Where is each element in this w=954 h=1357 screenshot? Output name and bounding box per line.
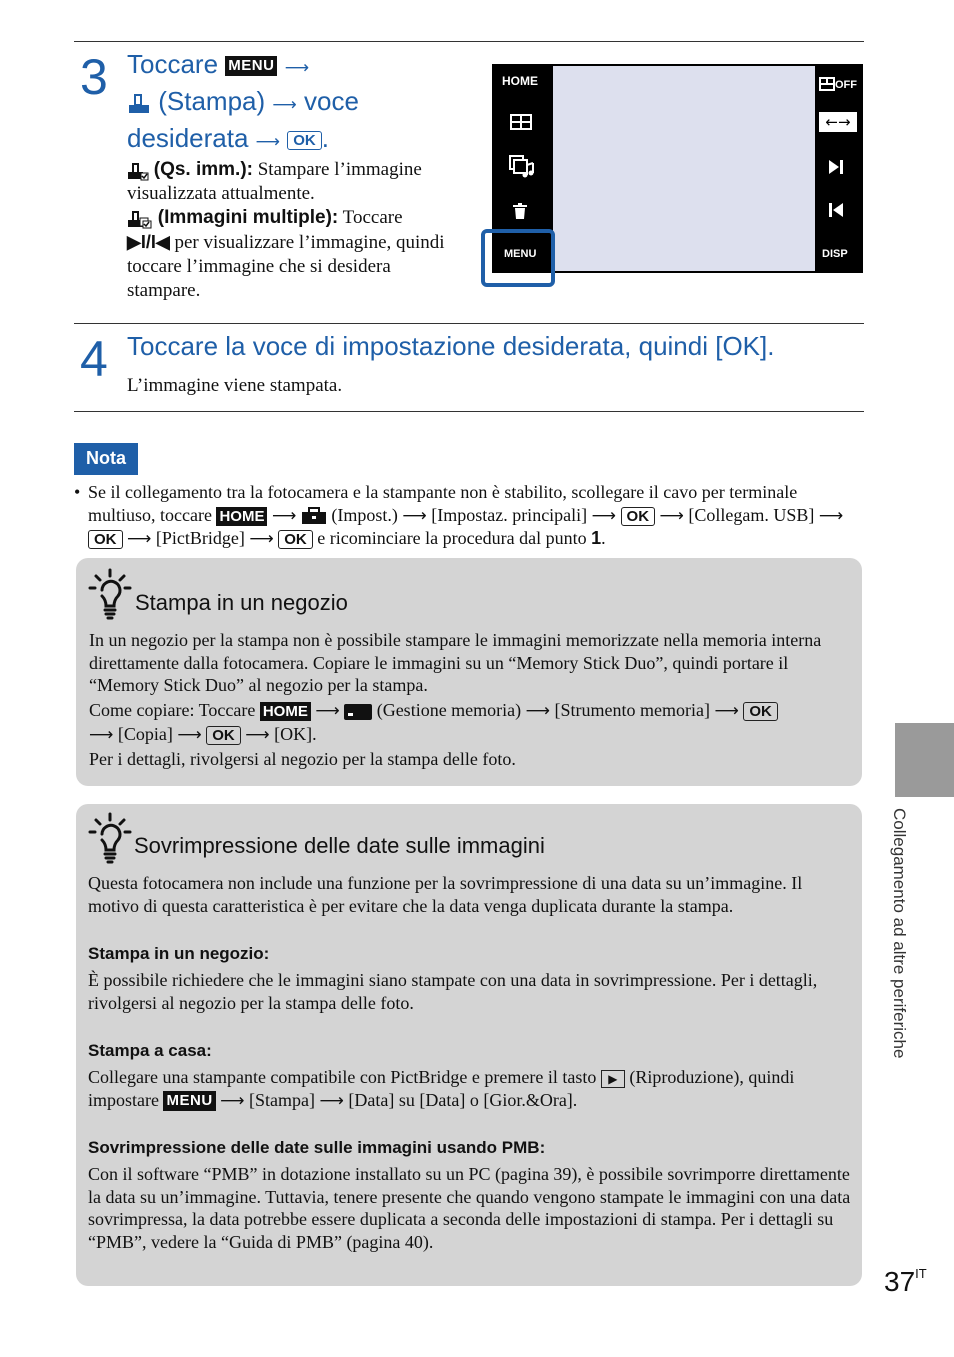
menu-icon: MENU: [225, 56, 277, 76]
tip-1-paragraph: In un negozio per la stampa non è possibile stampare le immagini memorizzate nella memoria interna direttamente dalla fotocamera. Copiare le immagini su un “Memory Stick Duo”, quindi portare il “Memory Stick Duo” al negozio per la stampa.: [89, 630, 822, 695]
menu-button[interactable]: MENU: [504, 248, 537, 260]
trash-icon[interactable]: [513, 203, 527, 219]
tip-2-subhead-pmb: Sovrimpressione delle date sulle immagini usando PMB:: [88, 1138, 546, 1157]
toolbox-icon: [301, 507, 327, 525]
ok-icon: OK: [278, 530, 313, 549]
step-3-title: Toccare MENU ⟶ (Stampa) ⟶ voce desiderata ⟶ OK .: [127, 49, 359, 153]
ok-icon: OK: [743, 702, 778, 721]
display-off-button[interactable]: OFF: [819, 75, 857, 93]
tip-1-title: Stampa in un negozio: [135, 590, 348, 615]
tip-lightbulb-icon: [88, 812, 132, 866]
step-4-title: Toccare la voce di impostazione desiderata, quindi [OK].: [127, 331, 775, 361]
step-3-body: (Qs. imm.): Stampare l’immagine visualizzata attualmente. (Immagini multiple): Toccare ▶I/I◀ per visualizzare l’immagine, quindi toccare l’immagine che si desidera stampare.: [127, 159, 445, 301]
print-multiple-icon: [127, 209, 153, 229]
side-tab-label: Collegamento ad altre periferiche: [890, 808, 909, 1059]
ok-button-icon: OK: [287, 131, 322, 150]
step-3-number: 3: [80, 49, 108, 105]
tip-2-subhead-store: Stampa in un negozio:: [88, 944, 270, 963]
step-divider: [74, 323, 864, 324]
tip-2-home-text: Collegare una stampante compatibile con PictBridge e premere il tasto ▶ (Riproduzione), quindi impostare MENU ⟶ [Stampa] ⟶ [Data] su [Data] o [Gior.&Ora].: [88, 1067, 795, 1111]
index-icon[interactable]: [510, 114, 532, 130]
side-tab-marker: [895, 723, 954, 797]
tip-box-date-imprint: [76, 804, 862, 1286]
tip-lightbulb-icon: [88, 568, 132, 622]
tip-1-copy-steps: Come copiare: Toccare HOME ⟶ (Gestione memoria) ⟶ [Strumento memoria] ⟶ OK ⟶ [Copia] ⟶ OK ⟶ [OK].: [89, 699, 851, 746]
home-button[interactable]: HOME: [502, 74, 538, 88]
tip-2-pmb-text: Con il software “PMB” in dotazione installato su un PC (pagina 39), è possibile sovrimporre direttamente la data su un’immagine. Tuttavia, tenere presente che quando vengono stampate le immagini con una data sovrimpressa, la data potrebbe essere duplicata a seconda delle impostazioni di stampa. Per i dettagli su “PMB”, vedere la “Guida di PMB” (pagina 40).: [88, 1164, 851, 1252]
tip-box-store-print: [76, 558, 862, 786]
tip-2-store-text: È possibile richiedere che le immagini siano stampate con una data in sovrimpressione. Per i dettagli, rivolgersi al negozio per la stampa delle foto.: [88, 970, 818, 1013]
tip-2-subhead-home: Stampa a casa:: [88, 1041, 212, 1060]
next-icon[interactable]: [828, 160, 844, 174]
step-4-number: 4: [80, 331, 108, 387]
next-prev-icon: ▶I/I◀: [127, 232, 170, 252]
tip-1-details: Per i dettagli, rivolgersi al negozio per la stampa delle foto.: [89, 749, 516, 769]
page-number: $37^{IT}$: [884, 1266, 927, 1297]
menu-highlight-frame: [481, 229, 555, 287]
nota-text: • Se il collegamento tra la fotocamera e la stampante non è stabilito, scollegare il cavo per terminale multiuso, toccare HOME ⟶ (Impost.) ⟶ [Impostaz. principali] ⟶ OK ⟶ [Collegam. USB] ⟶ OK ⟶ [PictBridge] ⟶ OK e ricominciare la procedura dal punto 1.: [74, 482, 844, 549]
playback-icon: ▶: [601, 1070, 625, 1088]
nota-label: Nota: [74, 443, 138, 475]
home-icon: HOME: [260, 702, 311, 721]
previous-icon[interactable]: [828, 203, 844, 217]
ok-icon: OK: [621, 507, 656, 526]
bottom-rule: [74, 411, 864, 412]
print-single-icon: [127, 161, 149, 181]
home-icon: HOME: [216, 507, 267, 526]
ok-icon: OK: [88, 530, 123, 549]
print-icon: [127, 91, 151, 115]
tip-2-intro: Questa fotocamera non include una funzione per la sovrimpressione di una data su un’immagine. Il motivo di questa caratteristica è per evitare che la data venga duplicata durante la stampa.: [88, 873, 803, 916]
disp-button[interactable]: DISP: [822, 248, 848, 260]
slideshow-icon[interactable]: [509, 155, 535, 179]
menu-icon: MENU: [163, 1091, 215, 1111]
memory-tool-icon: [344, 703, 372, 721]
tip-2-title: Sovrimpressione delle date sulle immagini: [134, 833, 545, 858]
zoom-toggle-button[interactable]: ←→: [819, 112, 857, 132]
step-4-text: L’immagine viene stampata.: [127, 375, 343, 396]
ok-icon: OK: [206, 726, 241, 745]
top-rule: [74, 41, 864, 42]
